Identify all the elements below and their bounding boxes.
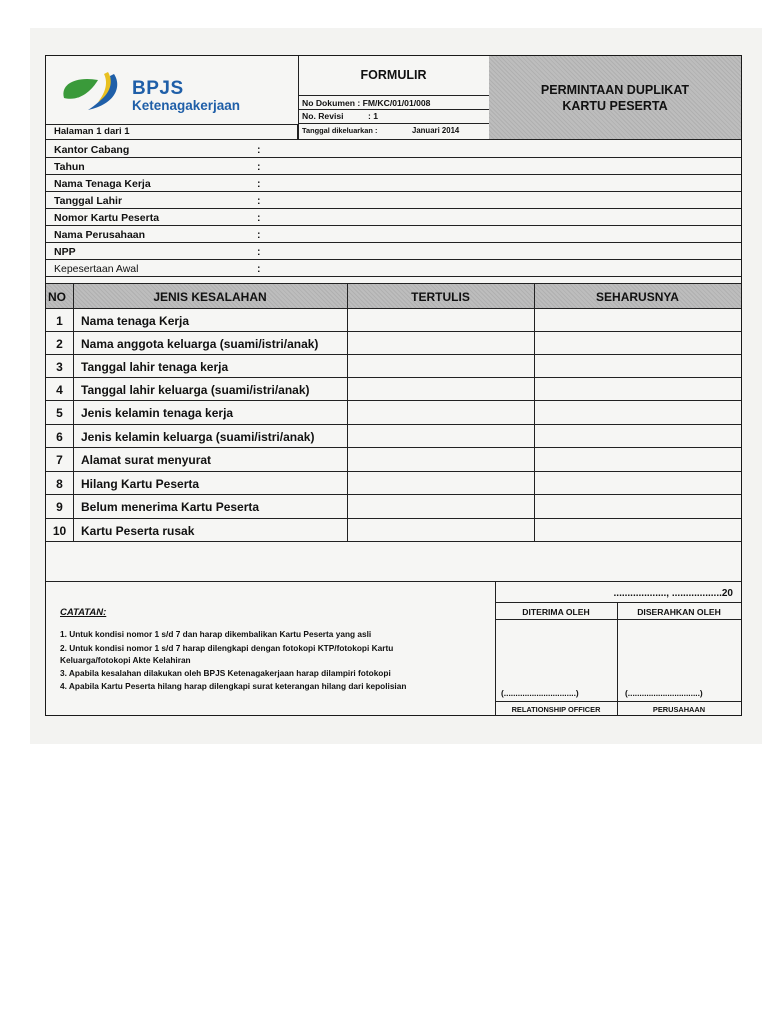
role-perusahaan: PERUSAHAAN xyxy=(652,705,706,714)
note-item: Keluarga/fotokopi Akte Kelahiran xyxy=(60,655,191,665)
date-line: ..................., ..................20 xyxy=(613,588,733,599)
handed-by-label: DISERAHKAN OLEH xyxy=(637,607,721,617)
issued-label: Tanggal dikeluarkan : xyxy=(302,126,378,135)
row-number: 5 xyxy=(56,406,63,420)
field-colon: : xyxy=(257,195,261,207)
error-table-body xyxy=(46,309,741,542)
revision-value: : 1 xyxy=(368,111,379,121)
col-tertulis-header: TERTULIS xyxy=(411,290,470,304)
row-number: 6 xyxy=(56,430,63,444)
row-number: 1 xyxy=(56,314,63,328)
table-row xyxy=(46,425,741,448)
row-error-type: Belum menerima Kartu Peserta xyxy=(81,500,260,514)
row-number: 3 xyxy=(56,360,63,374)
table-row xyxy=(46,355,741,378)
page-info-text: Halaman 1 dari 1 xyxy=(54,126,130,137)
row-error-type: Nama tenaga Kerja xyxy=(81,314,190,328)
row-error-type: Hilang Kartu Peserta xyxy=(81,477,200,491)
table-row xyxy=(46,495,741,519)
field-tanggal-lahir xyxy=(46,192,741,209)
field-colon: : xyxy=(257,229,261,241)
table-row xyxy=(46,519,741,542)
col-no-header: NO xyxy=(48,290,66,304)
note-item: 4. Apabila Kartu Peserta hilang harap dilengkapi surat keterangan hilang dari kepolisian xyxy=(60,681,407,691)
row-error-type: Nama anggota keluarga (suami/istri/anak) xyxy=(81,337,319,351)
table-row xyxy=(46,378,741,401)
field-colon: : xyxy=(257,246,261,258)
role-relationship-officer: RELATIONSHIP OFFICER xyxy=(511,705,601,714)
field-label: Nomor Kartu Peserta xyxy=(54,212,160,224)
row-error-type: Tanggal lahir keluarga (suami/istri/anak) xyxy=(81,383,310,397)
field-kepesertaan-awal xyxy=(46,260,741,277)
row-number: 4 xyxy=(56,383,63,397)
table-row xyxy=(46,309,741,332)
field-colon: : xyxy=(257,144,261,156)
form-type-cell xyxy=(298,56,489,95)
page-info xyxy=(46,124,298,139)
note-item: 3. Apabila kesalahan dilakukan oleh BPJS Ketenagakerjaan harap dilampiri fotokopi xyxy=(60,668,391,678)
logo-block xyxy=(46,56,298,124)
logo-sub-text: Ketenagakerjaan xyxy=(132,98,241,113)
field-colon: : xyxy=(257,263,261,275)
table-row xyxy=(46,332,741,355)
table-row xyxy=(46,401,741,425)
table-row xyxy=(46,448,741,472)
notes-title: CATATAN: xyxy=(60,607,107,618)
form-title-line2: KARTU PESERTA xyxy=(562,99,668,113)
revision-label: No. Revisi xyxy=(302,111,344,121)
form-type-label: FORMULIR xyxy=(360,68,427,82)
field-nama-tenaga-kerja xyxy=(46,175,741,192)
received-by-label: DITERIMA OLEH xyxy=(522,607,590,617)
field-label: Nama Tenaga Kerja xyxy=(54,178,151,190)
field-tahun xyxy=(46,158,741,175)
field-label: NPP xyxy=(54,246,76,258)
form-title-cell xyxy=(489,56,741,139)
row-error-type: Alamat surat menyurat xyxy=(81,453,212,467)
signature-line-right: (...............................) xyxy=(625,688,703,698)
col-jenis-header: JENIS KESALAHAN xyxy=(153,290,267,304)
row-number: 9 xyxy=(56,500,63,514)
field-colon: : xyxy=(257,212,261,224)
row-number: 2 xyxy=(56,337,63,351)
duplicate-card-request-form xyxy=(45,55,742,716)
table-header xyxy=(46,283,741,309)
logo-brand-text: BPJS xyxy=(132,78,184,99)
field-colon: : xyxy=(257,178,261,190)
notes-section xyxy=(46,582,496,716)
note-item: 2. Untuk kondisi nomor 1 s/d 7 harap dilengkapi dengan fotokopi KTP/fotokopi Kartu xyxy=(60,643,394,653)
field-colon: : xyxy=(257,161,261,173)
field-nomor-kartu-peserta xyxy=(46,209,741,226)
field-label: Kepesertaan Awal xyxy=(54,263,139,275)
row-error-type: Tanggal lahir tenaga kerja xyxy=(81,360,229,374)
row-error-type: Jenis kelamin tenaga kerja xyxy=(81,406,234,420)
doc-number: No Dokumen : FM/KC/01/01/008 xyxy=(302,98,431,108)
row-number: 10 xyxy=(52,524,67,538)
form-title-line1: PERMINTAAN DUPLIKAT xyxy=(540,83,690,97)
row-number: 7 xyxy=(56,453,63,467)
field-label: Nama Perusahaan xyxy=(54,229,146,241)
field-npp xyxy=(46,243,741,260)
field-label: Kantor Cabang xyxy=(54,144,130,156)
bpjs-logo-icon xyxy=(58,68,130,114)
row-error-type: Kartu Peserta rusak xyxy=(81,524,195,538)
field-kantor-cabang xyxy=(46,141,741,158)
participant-fields xyxy=(46,141,741,277)
signature-line-left: (...............................) xyxy=(501,688,579,698)
signature-section xyxy=(495,582,741,716)
row-error-type: Jenis kelamin keluarga (suami/istri/anak) xyxy=(81,430,315,444)
note-item: 1. Untuk kondisi nomor 1 s/d 7 dan harap dikembalikan Kartu Peserta yang asli xyxy=(60,629,372,639)
row-number: 8 xyxy=(56,477,63,491)
issued-value: Januari 2014 xyxy=(412,126,460,135)
col-seharusnya-header: SEHARUSNYA xyxy=(596,290,679,304)
field-nama-perusahaan xyxy=(46,226,741,243)
table-row xyxy=(46,472,741,495)
field-label: Tahun xyxy=(54,161,85,173)
field-label: Tanggal Lahir xyxy=(54,195,123,207)
